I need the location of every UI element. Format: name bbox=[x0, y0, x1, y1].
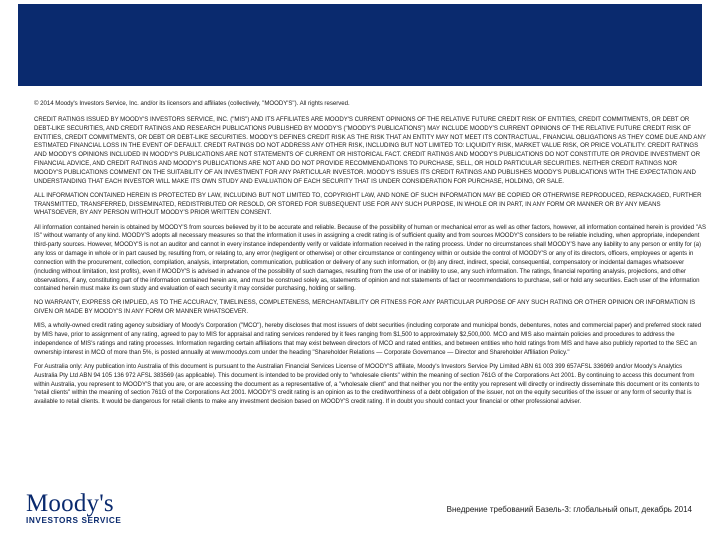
disclaimer-mis-fees: MIS, a wholly-owned credit rating agency subsidiary of Moody's Corporation ("MCO"), hereby discloses that most issuers of debt securities (including corporate and municipal bonds, debentures, notes and commercial paper) and preferred stock rated by MIS have, prior to assignment of any rating, agreed to pay to MIS for appraisal and rating services rendered by it fees ranging from $1,500 to approximately $2,500,000. MCO and MIS also maintain policies and procedures to address the independence of MIS's ratings and rating processes. Information regarding certain affiliations that may exist between directors of MCO and rated entities, and between entities who hold ratings from MIS and have also publicly reported to the SEC an ownership interest in MCO of more than 5%, is posted annually at www.moodys.com under the heading "Shareholder Relations — Corporate Governance — Director and Shareholder Affiliation Policy." bbox=[34, 322, 702, 356]
footer-caption: Внедрение требований Базель-3: глобальный опыт, декабрь 2014 bbox=[446, 505, 692, 514]
disclaimer-copyright-law: ALL INFORMATION CONTAINED HEREIN IS PROTECTED BY LAW, INCLUDING BUT NOT LIMITED TO, COPYRIGHT LAW, AND NONE OF SUCH INFORMATION MAY BE COPIED OR OTHERWISE REPRODUCED, REPACKAGED, FURTHER TRANSMITTED, TRANSFERRED, DISSEMINATED, REDISTRIBUTED OR RESOLD, OR STORED FOR SUBSEQUENT USE FOR ANY SUCH PURPOSE, IN WHOLE OR IN PART, IN ANY FORM OR MANNER OR BY ANY MEANS WHATSOEVER, BY ANY PERSON WITHOUT MOODY'S PRIOR WRITTEN CONSENT. bbox=[34, 191, 702, 217]
copyright-notice: © 2014 Moody's Investors Service, Inc. and/or its licensors and affiliates (collectively, "MOODY'S"). All rights reserved. bbox=[34, 100, 350, 107]
logo-wordmark: Moody's bbox=[26, 490, 114, 517]
moodys-logo bbox=[26, 491, 136, 531]
disclaimer-credit-ratings: CREDIT RATINGS ISSUED BY MOODY'S INVESTORS SERVICE, INC. ("MIS") AND ITS AFFILIATES ARE MOODY'S CURRENT OPINIONS OF THE RELATIVE FUTURE CREDIT RISK OF ENTITIES, CREDIT COMMITMENTS, OR DEBT OR DEBT-LIKE SECURITIES, AND CREDIT RATINGS AND RESEARCH PUBLICATIONS PUBLISHED BY MOODY'S ("MOODY'S PUBLICATIONS") MAY INCLUDE MOODY'S CURRENT OPINIONS OF THE RELATIVE FUTURE CREDIT RISK OF ENTITIES, CREDIT COMMITMENTS, OR DEBT OR DEBT-LIKE SECURITIES. MOODY'S DEFINES CREDIT RISK AS THE RISK THAT AN ENTITY MAY NOT MEET ITS CONTRACTUAL, FINANCIAL OBLIGATIONS AS THEY COME DUE AND ANY ESTIMATED FINANCIAL LOSS IN THE EVENT OF DEFAULT. CREDIT RATINGS DO NOT ADDRESS ANY OTHER RISK, INCLUDING BUT NOT LIMITED TO: LIQUIDITY RISK, MARKET VALUE RISK, OR PRICE VOLATILITY. CREDIT RATINGS AND MOODY'S OPINIONS INCLUDED IN MOODY'S PUBLICATIONS ARE NOT STATEMENTS OF CURRENT OR HISTORICAL FACT. CREDIT RATINGS AND MOODY'S PUBLICATIONS DO NOT CONSTITUTE OR PROVIDE INVESTMENT OR FINANCIAL ADVICE, AND CREDIT RATINGS AND MOODY'S PUBLICATIONS ARE NOT AND DO NOT PROVIDE RECOMMENDATIONS TO PURCHASE, SELL, OR HOLD PARTICULAR SECURITIES. NEITHER CREDIT RATINGS NOR MOODY'S PUBLICATIONS COMMENT ON THE SUITABILITY OF AN INVESTMENT FOR ANY PARTICULAR INVESTOR. MOODY'S ISSUES ITS CREDIT RATINGS AND PUBLISHES MOODY'S PUBLICATIONS WITH THE EXPECTATION AND UNDERSTANDING THAT EACH INVESTOR WILL MAKE ITS OWN STUDY AND EVALUATION OF EACH SECURITY THAT IS UNDER CONSIDERATION FOR PURCHASE, HOLDING, OR SALE. bbox=[34, 115, 706, 185]
header-bar bbox=[18, 4, 702, 86]
disclaimer-information-sources: All information contained herein is obtained by MOODY'S from sources believed by it to be accurate and reliable. Because of the possibility of human or mechanical error as well as other factors, however, all information contained herein is provided "AS IS" without warranty of any kind. MOODY'S adopts all necessary measures so that the information it uses in assigning a credit rating is of sufficient quality and from sources MOODY'S considers to be reliable including, when appropriate, independent third-party sources. However, MOODY'S is not an auditor and cannot in every instance independently verify or validate information received in the rating process. Under no circumstances shall MOODY'S have any liability to any person or entity for (a) any loss or damage in whole or in part caused by, resulting from, or relating to, any error (negligent or otherwise) or other circumstance or contingency within or outside the control of MOODY'S or any of its directors, officers, employees or agents in connection with the procurement, collection, compilation, analysis, interpretation, communication, publication or delivery of any such information, or (b) any direct, indirect, special, consequential, compensatory or incidental damages whatsoever (including without limitation, lost profits), even if MOODY'S is advised in advance of the possibility of such damages, resulting from the use of or inability to use, any such information. The ratings, financial reporting analysis, projections, and other observations, if any, constituting part of the information contained herein are, and must be construed solely as, statements of opinion and not statements of fact or recommendations to purchase, sell or hold any securities. Each user of the information contained herein must make its own study and evaluation of each security it may consider purchasing, holding or selling. bbox=[34, 223, 706, 293]
disclaimer-no-warranty: NO WARRANTY, EXPRESS OR IMPLIED, AS TO THE ACCURACY, TIMELINESS, COMPLETENESS, MERCHANTABILITY OR FITNESS FOR ANY PARTICULAR PURPOSE OF ANY SUCH RATING OR OTHER OPINION OR INFORMATION IS GIVEN OR MADE BY MOODY'S IN ANY FORM OR MANNER WHATSOEVER. bbox=[34, 299, 696, 316]
legal-disclaimer bbox=[34, 100, 706, 412]
disclaimer-australia: For Australia only: Any publication into Australia of this document is pursuant to the Australian Financial Services License of MOODY'S affiliate, Moody's Investors Service Pty Limited ABN 61 003 399 657AFSL 336969 and/or Moody's Analytics Australia Pty Ltd ABN 94 105 136 972 AFSL 383569 (as applicable). This document is intended to be provided only to "wholesale clients" within the meaning of section 761G of the Corporations Act 2001. By continuing to access this document from within Australia, you represent to MOODY'S that you are, or are accessing the document as a representative of, a "wholesale client" and that neither you nor the entity you represent will directly or indirectly disseminate this document or its contents to "retail clients" within the meaning of section 761G of the Corporations Act 2001. MOODY'S credit rating is an opinion as to the creditworthiness of a debt obligation of the issuer, not on the equity securities of the issuer or any form of security that is available to retail clients. It would be dangerous for retail clients to make any investment decision based on MOODY'S credit rating. If in doubt you should contact your financial or other professional adviser. bbox=[34, 362, 700, 406]
logo-tagline: INVESTORS SERVICE bbox=[26, 516, 122, 525]
